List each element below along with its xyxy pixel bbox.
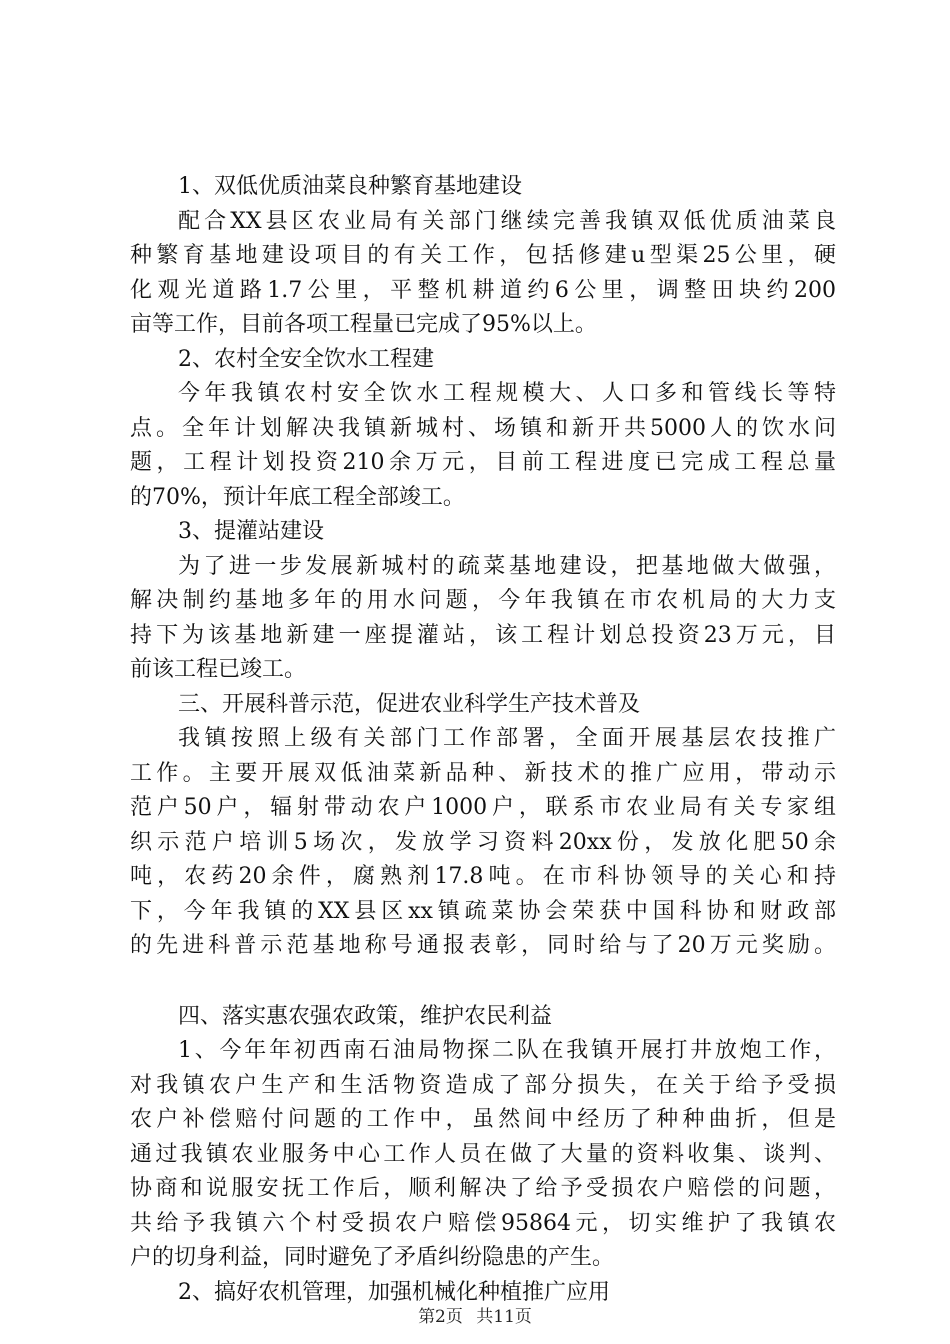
paragraph-line: 今年我镇农村安全饮水工程规模大、人口多和管线长等特 (178, 381, 836, 406)
section-heading: 2、农村全安全饮水工程建 (178, 346, 434, 372)
page-total: 共11页 (476, 1307, 532, 1327)
paragraph-line: 点。全年计划解决我镇新城村、场镇和新开共5000人的饮水问 (130, 415, 836, 441)
section-heading: 三、开展科普示范，促进农业科学生产技术普及 (178, 691, 641, 717)
paragraph-gap (130, 964, 836, 1000)
section-heading: 3、提灌站建设 (178, 519, 324, 544)
paragraph-line: 的70%，预计年底工程全部竣工。 (130, 484, 465, 510)
paragraph-line: 户的切身利益，同时避免了矛盾纠纷隐患的产生。 (130, 1245, 615, 1270)
paragraph-line: 为了进一步发展新城村的疏菜基地建设，把基地做大做强， (178, 553, 836, 579)
paragraph-line: 亩等工作，目前各项工程量已完成了95%以上。 (130, 312, 597, 337)
paragraph-line: 协商和说服安抚工作后，顺利解决了给予受损农户赔偿的问题， (130, 1176, 836, 1201)
paragraph-line: 化观光道路1.7公里，平整机耕道约6公里，调整田块约200 (130, 277, 836, 303)
paragraph-line: 解决制约基地多年的用水问题，今年我镇在市农机局的大力支 (130, 588, 836, 613)
paragraph-line: 前该工程已竣工。 (130, 657, 307, 682)
paragraph-line: 我镇按照上级有关部门工作部署，全面开展基层农技推广 (178, 726, 836, 751)
paragraph-line: 工作。主要开展双低油菜新品种、新技术的推广应用，带动示 (130, 760, 836, 786)
page-footer (0, 1302, 950, 1327)
paragraph-line: 共给予我镇六个村受损农户赔偿95864元，切实维护了我镇农 (130, 1210, 836, 1236)
paragraph-line: 种繁育基地建设项目的有关工作，包括修建u型渠25公里，硬 (130, 243, 836, 268)
paragraph-line: 对我镇农户生产和生活物资造成了部分损失，在关于给予受损 (130, 1072, 836, 1098)
section-heading: 1、双低优质油菜良种繁育基地建设 (178, 174, 522, 199)
paragraph-line: 1、今年年初西南石油局物探二队在我镇开展打井放炮工作， (178, 1038, 836, 1063)
paragraph-line: 农户补偿赔付问题的工作中，虽然间中经历了种种曲折，但是 (130, 1107, 836, 1132)
paragraph-line: 织示范户培训5场次，发放学习资料20xx份，发放化肥50余 (130, 829, 836, 855)
page-number: 第2页 (418, 1307, 463, 1327)
section-heading: 四、落实惠农强农政策，维护农民利益 (178, 1003, 553, 1029)
paragraph-line: 配合XX县区农业局有关部门继续完善我镇双低优质油菜良 (178, 208, 836, 234)
paragraph-line: 题，工程计划投资210余万元，目前工程进度已完成工程总量 (130, 450, 836, 475)
document-body (130, 170, 836, 1310)
paragraph-line: 通过我镇农业服务中心工作人员在做了大量的资料收集、谈判、 (130, 1141, 836, 1167)
paragraph-line: 范户50户，辐射带动农户1000户，联系市农业局有关专家组 (130, 795, 836, 820)
paragraph-line: 下，今年我镇的XX县区xx镇疏菜协会荣获中国科协和财政部 (130, 898, 836, 924)
paragraph-line: 持下为该基地新建一座提灌站，该工程计划总投资23万元，目 (130, 622, 836, 648)
paragraph-line: 的先进科普示范基地称号通报表彰，同时给与了20万元奖励。 (130, 933, 836, 958)
section-heading: 2、搞好农机管理，加强机械化种植推广应用 (178, 1279, 610, 1305)
paragraph-line: 吨，农药20余件，腐熟剂17.8吨。在市科协领导的关心和持 (130, 864, 836, 889)
